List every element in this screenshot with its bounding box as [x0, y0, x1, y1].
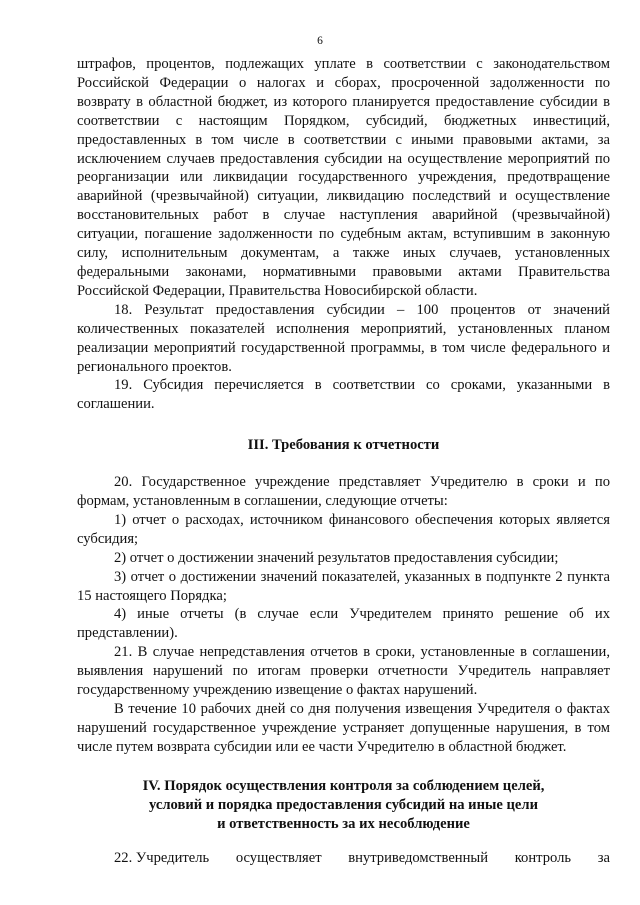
paragraph-22-word: осуществляет	[235, 850, 322, 867]
paragraph-20-item-3: 3) отчет о достижении значений показателей, указанных в подпункте 2 пункта 15 настоящего Порядка;	[77, 568, 610, 604]
paragraph-21: 21. В случае непредставления отчетов в сроки, установленные в соглашении, выявления нарушений по итогам проверки отчетности Учредитель направляет государственному учреждению извещение о фактах нарушений.	[77, 644, 610, 699]
paragraph-20-item-4: 4) иные отчеты (в случае если Учредителем принято решение об их представлении).	[77, 606, 610, 642]
section-3-heading: III. Требования к отчетности	[247, 437, 440, 454]
paragraph-19: 19. Субсидия перечисляется в соответствии со сроками, указанными в соглашении.	[77, 377, 610, 413]
section-4-heading	[77, 777, 610, 834]
paragraph-20-item-2: 2) отчет о достижении значений результатов предоставления субсидии;	[114, 549, 559, 566]
paragraph-22-word: за	[597, 850, 610, 867]
paragraph-22-word: 22. Учредитель	[114, 850, 210, 867]
paragraph-20: 20. Государственное учреждение представляет Учредителю в сроки и по формам, установленным в соглашении, следующие отчеты:	[77, 474, 610, 510]
section-4-heading-line-3: и ответственность за их несоблюдение	[217, 815, 470, 832]
paragraph-20-item-1: 1) отчет о расходах, источником финансового обеспечения которых является субсидия;	[77, 511, 610, 547]
paragraph-22-first-line	[77, 849, 610, 868]
paragraph-continuation: штрафов, процентов, подлежащих уплате в соответствии с законодательством Российской Федерации о налогах и сборах, просроченной задолженности по возврату в областной бюджет, из которого планируется предоставление субсидии в соответствии с настоящим Порядком, субсидий, бюджетных инвестиций, предоставленных в том числе в соответствии с иными правовыми актами, за исключением случаев предоставления субсидии на осуществление мероприятий по реорганизации или ликвидации государственного учреждения, предотвращение аварийной (чрезвычайной) ситуации, ликвидацию последствий и осуществление восстановительных работ в случае наступления аварийной (чрезвычайной) ситуации, погашение задолженности по судебным актам, вступившим в законную силу, исполнительным документам, а также иных случаев, установленных федеральными законами, нормативными правовыми актами Правительства Российской Федерации, Правительства Новосибирской области.	[77, 56, 610, 299]
paragraph-18: 18. Результат предоставления субсидии – 100 процентов от значений количественных показателей исполнения мероприятий, установленных планом реализации мероприятий государственной программы, в том числе федерального и регионального проектов.	[77, 301, 610, 375]
paragraph-22-word: внутриведомственный	[348, 850, 489, 867]
page-number: 6	[317, 35, 323, 47]
section-4-heading-line-2: условий и порядка предоставления субсидий на иные цели	[149, 796, 538, 813]
document-body	[77, 55, 610, 868]
paragraph-21-continuation: В течение 10 рабочих дней со дня получения извещения Учредителя о фактах нарушений государственное учреждение устраняет допущенные нарушения, в том числе путем возврата субсидии или ее части Учредителю в областной бюджет.	[77, 701, 610, 755]
paragraph-22-word: контроль	[514, 850, 572, 867]
section-4-heading-line-1: IV. Порядок осуществления контроля за соблюдением целей,	[142, 777, 545, 794]
